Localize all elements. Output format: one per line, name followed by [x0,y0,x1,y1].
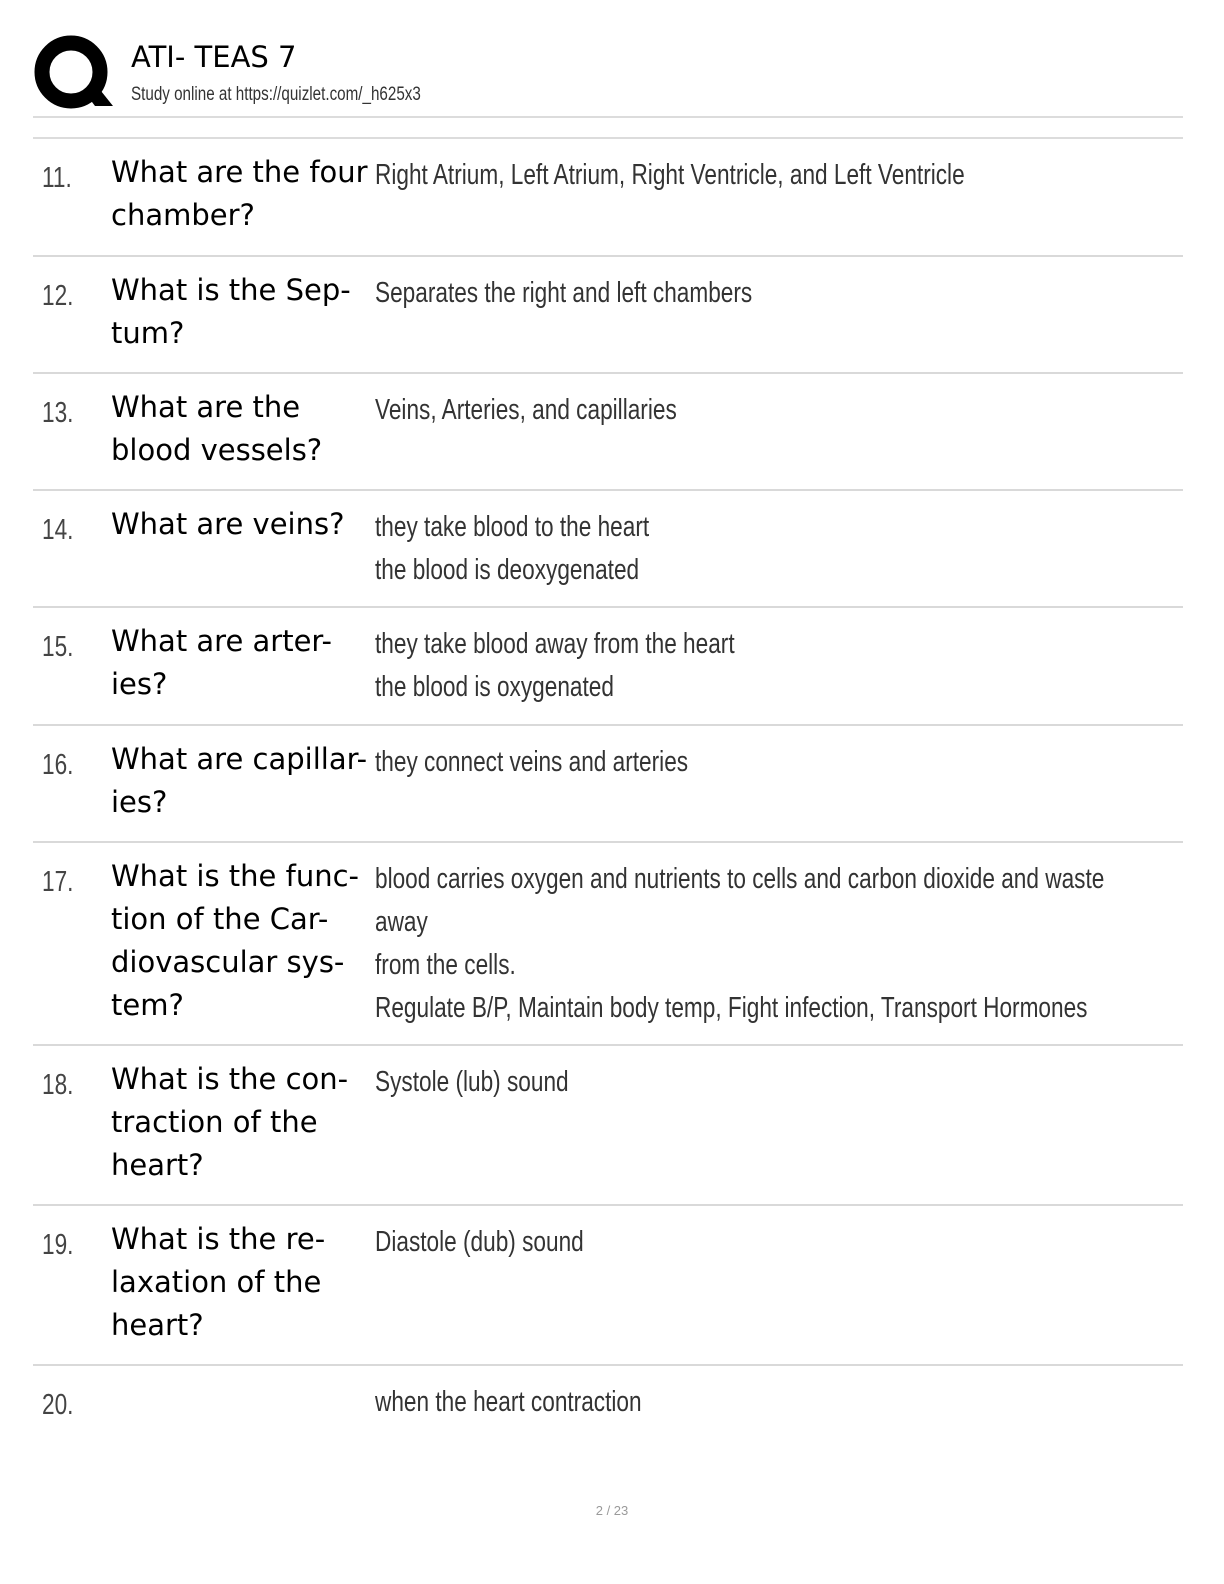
flashcard-row [33,1046,1183,1206]
document-title: ATI- TEAS 7 [131,40,297,74]
card-term: What is the re- laxation of the heart? [111,1222,326,1342]
card-definition: they take blood away from the heart the blood is oxygenated [375,628,735,703]
card-number: 16. [42,749,74,781]
card-number: 14. [42,514,74,546]
flashcard-row [33,608,1183,726]
flashcard-row [33,257,1183,374]
card-definition: blood carries oxygen and nutrients to cells and carbon dioxide and waste away from the cells. Regulate B/P, Maintain body temp, Fight infection, Transport Hormones [375,863,1105,1024]
card-number: 20. [42,1389,74,1421]
card-term: What are the four chamber? [111,155,368,232]
flashcard-row [33,1206,1183,1366]
flashcard-list [33,139,1183,1446]
card-definition: they connect veins and arteries [375,746,689,778]
card-term: What are capillar- ies? [111,742,368,819]
card-definition: when the heart contraction [375,1386,642,1418]
flashcard-row [33,139,1183,257]
card-term: What are the blood vessels? [111,390,323,467]
flashcard-row [33,1366,1183,1446]
flashcard-row [33,843,1183,1046]
study-online-link[interactable]: Study online at https://quizlet.com/_h625x3 [131,84,421,105]
card-number: 15. [42,631,74,663]
card-term: What is the func- tion of the Car- diovascular sys- tem? [111,859,359,1022]
card-term: What are veins? [111,507,345,541]
flashcard-row [33,726,1183,843]
card-term: What is the Sep- tum? [111,273,351,350]
page-number: 2 / 23 [595,1503,629,1518]
flashcard-row [33,374,1183,491]
card-definition: Diastole (dub) sound [375,1226,584,1258]
card-number: 17. [42,866,74,898]
card-number: 11. [42,162,72,194]
card-term: What are arter- ies? [111,624,332,701]
card-definition: Right Atrium, Left Atrium, Right Ventricle, and Left Ventricle [375,159,965,191]
card-number: 13. [42,397,74,429]
flashcard-row [33,491,1183,608]
card-definition: Systole (lub) sound [375,1066,569,1098]
page-header [33,34,1183,116]
card-number: 19. [42,1229,74,1261]
quizlet-q-logo-icon [33,34,113,114]
card-number: 18. [42,1069,74,1101]
card-number: 12. [42,280,74,312]
card-definition: Separates the right and left chambers [375,277,753,309]
header-divider [33,116,1183,118]
card-term: What is the con- traction of the heart? [111,1062,349,1182]
card-definition: they take blood to the heart the blood is deoxygenated [375,511,650,586]
card-definition: Veins, Arteries, and capillaries [375,394,677,426]
